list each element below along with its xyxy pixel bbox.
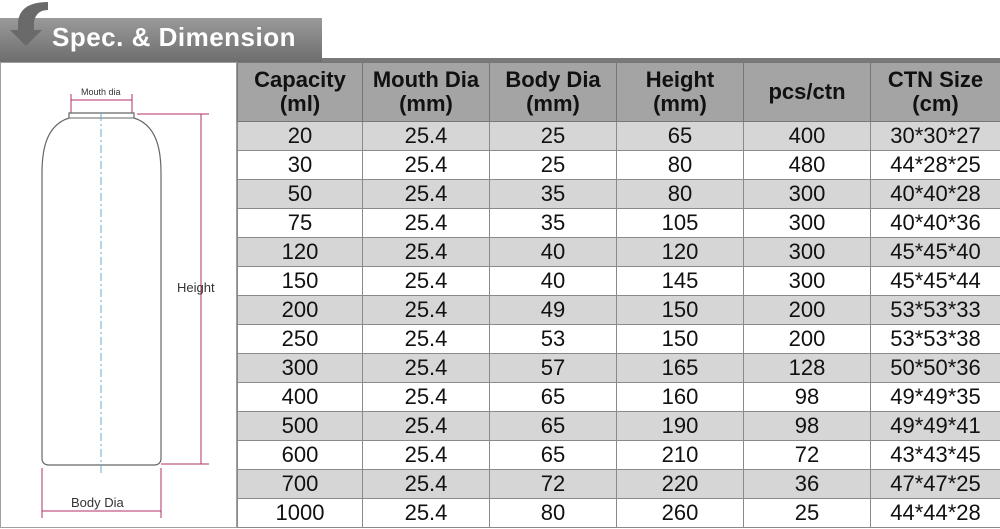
- table-cell: 50*50*36: [871, 354, 1000, 383]
- table-cell: 35: [490, 180, 617, 209]
- table-cell: 98: [744, 383, 871, 412]
- table-cell: 25.4: [363, 267, 490, 296]
- table-cell: 200: [744, 325, 871, 354]
- table-cell: 49*49*35: [871, 383, 1000, 412]
- table-cell: 45*45*40: [871, 238, 1000, 267]
- table-row: [238, 122, 1000, 151]
- table-cell: 300: [744, 180, 871, 209]
- table-cell: 120: [238, 238, 363, 267]
- table-row: [238, 470, 1000, 499]
- table-cell: 105: [617, 209, 744, 238]
- table-cell: 200: [744, 296, 871, 325]
- table-cell: 53: [490, 325, 617, 354]
- table-cell: 25.4: [363, 296, 490, 325]
- table-cell: 145: [617, 267, 744, 296]
- table-row: [238, 267, 1000, 296]
- table-row: [238, 151, 1000, 180]
- table-cell: 25.4: [363, 238, 490, 267]
- table-cell: 260: [617, 499, 744, 528]
- column-header-mouth-dia: Mouth Dia (mm): [363, 63, 490, 122]
- table-cell: 35: [490, 209, 617, 238]
- table-cell: 65: [617, 122, 744, 151]
- bottle-drawing: [1, 63, 238, 529]
- height-label: Height: [177, 280, 215, 295]
- table-row: [238, 325, 1000, 354]
- table-cell: 50: [238, 180, 363, 209]
- table-cell: 45*45*44: [871, 267, 1000, 296]
- table-cell: 300: [744, 238, 871, 267]
- column-header-height: Height (mm): [617, 63, 744, 122]
- bottle-diagram: [0, 62, 237, 528]
- table-cell: 40*40*36: [871, 209, 1000, 238]
- column-header-ctn-size: CTN Size (cm): [871, 63, 1000, 122]
- table-cell: 25.4: [363, 151, 490, 180]
- table-cell: 20: [238, 122, 363, 151]
- table-header-row: [238, 63, 1000, 122]
- table-cell: 300: [744, 267, 871, 296]
- table-cell: 120: [617, 238, 744, 267]
- table-cell: 53*53*38: [871, 325, 1000, 354]
- table-cell: 25.4: [363, 441, 490, 470]
- table-cell: 25.4: [363, 209, 490, 238]
- table-cell: 80: [617, 180, 744, 209]
- table-cell: 36: [744, 470, 871, 499]
- table-cell: 25.4: [363, 122, 490, 151]
- table-cell: 44*44*28: [871, 499, 1000, 528]
- table-cell: 300: [238, 354, 363, 383]
- table-cell: 150: [238, 267, 363, 296]
- table-cell: 400: [238, 383, 363, 412]
- table-cell: 400: [744, 122, 871, 151]
- down-arrow-icon: [0, 0, 54, 46]
- table-cell: 250: [238, 325, 363, 354]
- table-cell: 165: [617, 354, 744, 383]
- table-cell: 25.4: [363, 354, 490, 383]
- table-cell: 40*40*28: [871, 180, 1000, 209]
- table-cell: 200: [238, 296, 363, 325]
- table-cell: 210: [617, 441, 744, 470]
- table-cell: 44*28*25: [871, 151, 1000, 180]
- table-cell: 25.4: [363, 470, 490, 499]
- section-header: [0, 0, 1000, 62]
- table-cell: 160: [617, 383, 744, 412]
- table-row: [238, 441, 1000, 470]
- table-row: [238, 238, 1000, 267]
- table-cell: 25: [744, 499, 871, 528]
- table-cell: 25.4: [363, 412, 490, 441]
- table-row: [238, 209, 1000, 238]
- column-header-body-dia: Body Dia (mm): [490, 63, 617, 122]
- table-cell: 80: [617, 151, 744, 180]
- table-cell: 43*43*45: [871, 441, 1000, 470]
- table-row: [238, 412, 1000, 441]
- table-cell: 500: [238, 412, 363, 441]
- table-cell: 128: [744, 354, 871, 383]
- table-cell: 72: [490, 470, 617, 499]
- table-cell: 600: [238, 441, 363, 470]
- table-cell: 220: [617, 470, 744, 499]
- table-cell: 30*30*27: [871, 122, 1000, 151]
- table-cell: 57: [490, 354, 617, 383]
- section-title: Spec. & Dimension: [52, 22, 296, 53]
- table-cell: 75: [238, 209, 363, 238]
- table-cell: 47*47*25: [871, 470, 1000, 499]
- column-header-capacity: Capacity (ml): [238, 63, 363, 122]
- table-cell: 30: [238, 151, 363, 180]
- table-row: [238, 383, 1000, 412]
- table-cell: 190: [617, 412, 744, 441]
- table-cell: 49*49*41: [871, 412, 1000, 441]
- table-cell: 65: [490, 441, 617, 470]
- table-cell: 25: [490, 122, 617, 151]
- table-cell: 300: [744, 209, 871, 238]
- mouth-dia-label: Mouth dia: [81, 87, 121, 97]
- table-cell: 700: [238, 470, 363, 499]
- table-row: [238, 499, 1000, 528]
- spec-table: [237, 62, 1000, 528]
- table-cell: 25.4: [363, 499, 490, 528]
- table-row: [238, 354, 1000, 383]
- table-cell: 150: [617, 325, 744, 354]
- table-cell: 65: [490, 412, 617, 441]
- table-cell: 25.4: [363, 180, 490, 209]
- table-cell: 40: [490, 238, 617, 267]
- table-cell: 150: [617, 296, 744, 325]
- table-cell: 80: [490, 499, 617, 528]
- table-cell: 98: [744, 412, 871, 441]
- table-cell: 40: [490, 267, 617, 296]
- table-cell: 49: [490, 296, 617, 325]
- body-dia-label: Body Dia: [71, 495, 124, 510]
- table-cell: 72: [744, 441, 871, 470]
- table-row: [238, 296, 1000, 325]
- column-header-pcs-ctn: pcs/ctn: [744, 63, 871, 122]
- table-cell: 53*53*33: [871, 296, 1000, 325]
- table-cell: 480: [744, 151, 871, 180]
- table-cell: 25: [490, 151, 617, 180]
- table-cell: 25.4: [363, 383, 490, 412]
- table-cell: 65: [490, 383, 617, 412]
- table-cell: 25.4: [363, 325, 490, 354]
- table-cell: 1000: [238, 499, 363, 528]
- table-row: [238, 180, 1000, 209]
